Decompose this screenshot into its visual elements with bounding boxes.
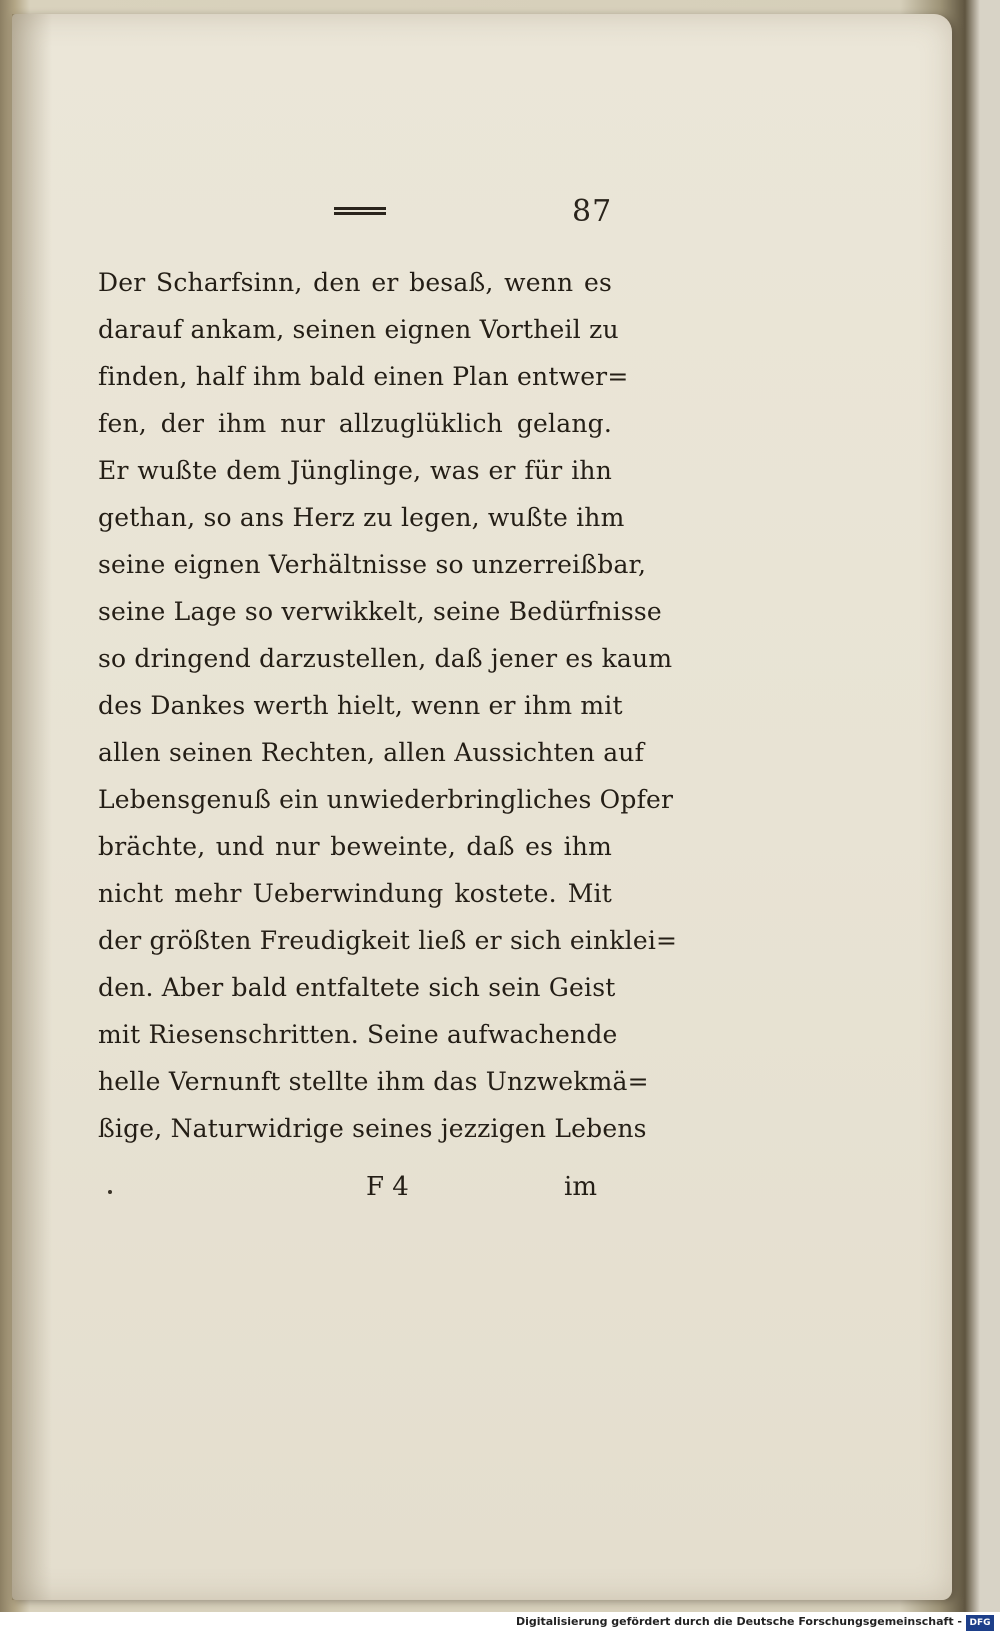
text-line: seine eignen Verhältnisse so unzerreißbar, — [98, 550, 647, 579]
text-line: der größten Freudigkeit ließ er sich einklei= — [98, 926, 678, 955]
text-line: finden, half ihm bald einen Plan entwer= — [98, 362, 629, 391]
text-line: fen, der ihm nur allzuglüklich gelang. — [98, 409, 612, 438]
text-line: helle Vernunft stellte ihm das Unzwekmä= — [98, 1067, 649, 1096]
dfg-logo: DFG — [966, 1615, 994, 1631]
text-line: allen seinen Rechten, allen Aussichten auf — [98, 738, 645, 767]
text-line: mit Riesenschritten. Seine aufwachende — [98, 1020, 618, 1049]
text-line: Lebensgenuß ein unwiederbringliches Opfer — [98, 785, 674, 814]
digitization-credit: Digitalisierung gefördert durch die Deutsche Forschungsgemeinschaft - — [515, 1615, 962, 1628]
text-line: ßige, Naturwidrige seines jezzigen Lebens — [98, 1114, 647, 1143]
ink-dot — [108, 1190, 112, 1194]
text-line: nicht mehr Ueberwindung kostete. Mit — [98, 879, 612, 908]
page-number: 87 — [572, 194, 613, 229]
book-page — [12, 14, 952, 1600]
text-line: des Dankes werth hielt, wenn er ihm mit — [98, 691, 623, 720]
text-line: darauf ankam, seinen eignen Vortheil zu — [98, 315, 619, 344]
signature-mark: F 4 — [366, 1172, 409, 1202]
text-line: den. Aber bald entfaltete sich sein Geist — [98, 973, 616, 1002]
text-line: Der Scharfsinn, den er besaß, wenn es — [98, 268, 612, 297]
text-line: Er wußte dem Jünglinge, was er für ihn — [98, 456, 612, 485]
footer-bar — [0, 1612, 1000, 1635]
text-line: gethan, so ans Herz zu legen, wußte ihm — [98, 503, 625, 532]
catchword: im — [564, 1172, 597, 1202]
text-line: seine Lage so verwikkelt, seine Bedürfnisse — [98, 597, 662, 626]
header-rule — [334, 207, 386, 210]
text-line: brächte, und nur beweinte, daß es ihm — [98, 832, 612, 861]
text-line: so dringend darzustellen, daß jener es kaum — [98, 644, 673, 673]
body-text — [98, 259, 678, 1152]
